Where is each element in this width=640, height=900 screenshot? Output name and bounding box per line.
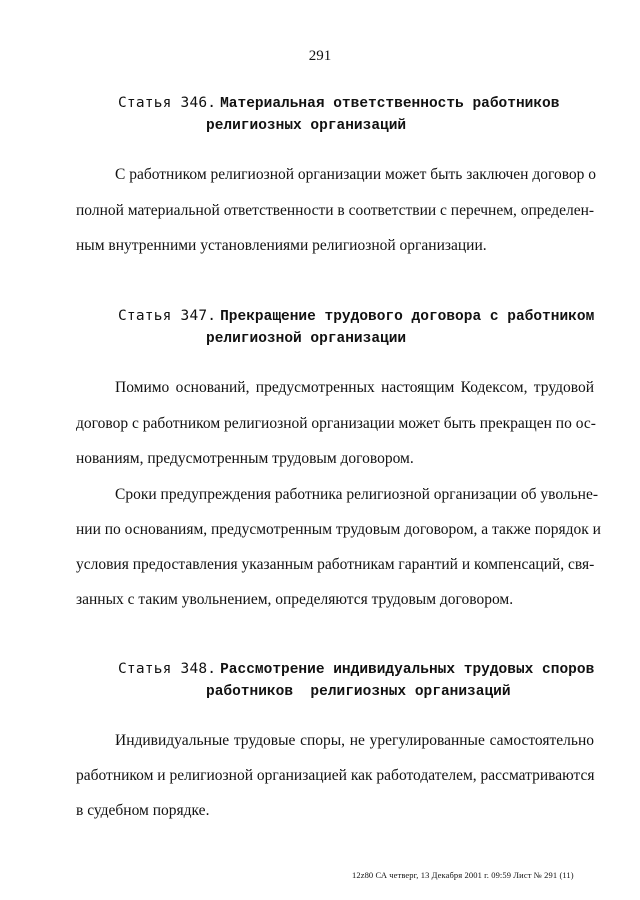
article-347-heading: [118, 305, 598, 350]
article-347-title-line1: Прекращение трудового договора с работником: [220, 309, 595, 325]
footer-print-info: 12z80 СА четверг, 13 Декабря 2001 г. 09:59 Лист № 291 (11): [352, 870, 574, 880]
article-347-para1-line2: договор с работником религиозной организации может быть прекращен по ос-: [76, 415, 596, 432]
article-347-label: Статья 347.: [118, 308, 217, 324]
article-347-para2-line1: Сроки предупреждения работника религиозной организации об увольне-: [115, 486, 599, 503]
article-348-heading: [118, 658, 598, 703]
article-348-para1-line3: в судебном порядке.: [76, 802, 210, 819]
article-348-para1-line2: работником и религиозной организацией как работодателем, рассматриваются: [76, 767, 595, 784]
article-346-heading: [118, 92, 598, 137]
article-346-title-line2: религиозных организаций: [206, 118, 407, 134]
article-348-title-line2: работников религиозных организаций: [206, 684, 511, 700]
article-348-para1-line1: Индивидуальные трудовые споры, не урегулированные самостоятельно: [115, 732, 594, 749]
article-346-para1-line1: С работником религиозной организации может быть заключен договор о: [115, 166, 597, 183]
article-346-label: Статья 346.: [118, 95, 217, 111]
article-347-para1-line3: нованиям, предусмотренным трудовым договором.: [76, 450, 414, 467]
article-348-title-line1: Рассмотрение индивидуальных трудовых споров: [220, 662, 595, 678]
article-347-para1-line1: Помимо оснований, предусмотренных настоящим Кодексом, трудовой: [115, 379, 594, 396]
article-347-para2-line4: занных с таким увольнением, определяются трудовым договором.: [76, 591, 514, 608]
article-347-para2-line2: нии по основаниям, предусмотренным трудовым договором, а также порядок и: [76, 521, 601, 538]
article-346-para1-line2: полной материальной ответственности в соответствии с перечнем, определен-: [76, 202, 595, 219]
article-347-title-line2: религиозной организации: [206, 331, 407, 347]
article-348-label: Статья 348.: [118, 661, 217, 677]
page-number: 291: [308, 48, 332, 64]
article-346-title-line1: Материальная ответственность работников: [220, 96, 560, 112]
article-346-para1-line3: ным внутренними установлениями религиозной организации.: [76, 237, 487, 254]
article-347-para2-line3: условия предоставления указанным работникам гарантий и компенсаций, свя-: [76, 556, 595, 573]
